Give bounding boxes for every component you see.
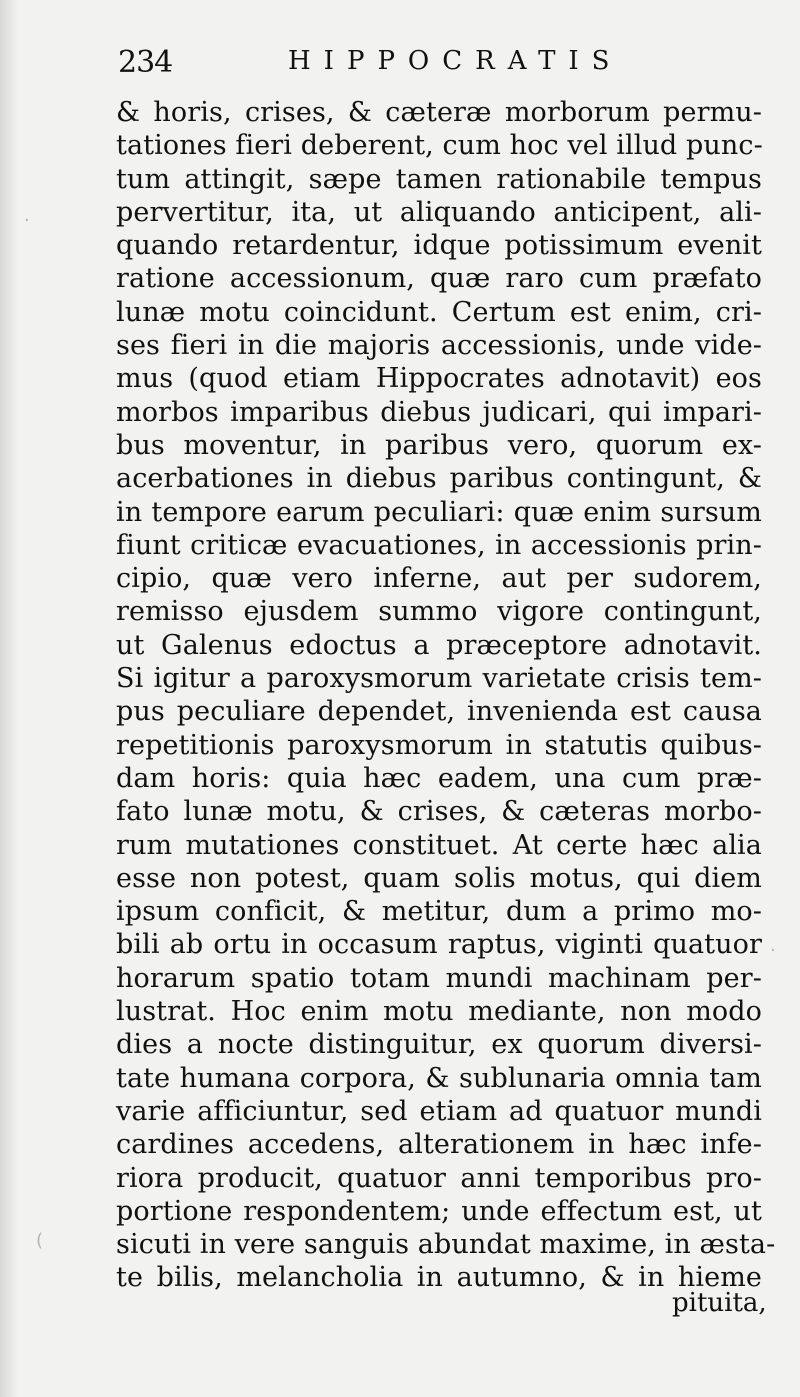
text-line: bili ab ortu in occasum raptus, viginti quatuor	[116, 929, 762, 961]
text-line: tationes fieri deberent, cum hoc vel illud punc-	[116, 130, 763, 162]
text-line: te bilis, melancholia in autumno, & in hieme	[116, 1262, 762, 1294]
text-line: & horis, crises, & cæteræ morborum permu-	[116, 97, 762, 128]
page-number: 234	[118, 45, 173, 80]
text-line: pus peculiare dependet, invenienda est causa	[116, 696, 762, 728]
text-line: ses fieri in die majoris accessionis, unde vide-	[116, 330, 762, 362]
running-title: HIPPOCRATIS	[288, 46, 623, 76]
paper-speck: (	[36, 1230, 44, 1251]
text-line: fiunt criticæ evacuationes, in accessionis prin-	[116, 529, 762, 561]
page-header	[118, 40, 760, 80]
text-line: lunæ motu coincidunt. Certum est enim, cri-	[116, 296, 762, 328]
text-line: mus (quod etiam Hippocrates adnotavit) eos	[116, 363, 762, 395]
text-line: tum attingit, sæpe tamen rationabile tempus	[116, 163, 762, 195]
text-line: cipio, quæ vero inferne, aut per sudorem,	[116, 563, 762, 595]
text-line: lustrat. Hoc enim motu mediante, non modo	[116, 996, 762, 1028]
text-line: bus moventur, in paribus vero, quorum ex-	[116, 429, 762, 461]
catchword: pituita,	[672, 1288, 767, 1318]
text-line: in tempore earum peculiari: quæ enim sursum	[116, 496, 762, 528]
text-line: dam horis: quia hæc eadem, una cum præ-	[116, 762, 762, 794]
text-line: rum mutationes constituet. At certe hæc alia	[116, 829, 762, 861]
paper-speck: ·	[770, 940, 776, 961]
text-line: pervertitur, ita, ut aliquando anticipent, ali-	[116, 196, 762, 228]
text-line: cardines accedens, alterationem in hæc infe-	[116, 1129, 762, 1161]
text-line: sicuti in vere sanguis abundat maxime, in æsta-	[116, 1229, 776, 1261]
text-line: tate humana corpora, & sublunaria omnia tam	[116, 1062, 762, 1094]
text-line: varie afficiuntur, sed etiam ad quatuor mundi	[116, 1095, 762, 1127]
text-line: repetitionis paroxysmorum in statutis quibus-	[116, 729, 762, 761]
text-line: horarum spatio totam mundi machinam per-	[116, 962, 762, 994]
text-line: ut Galenus edoctus a præceptore adnotavit.	[116, 629, 762, 661]
body-text	[116, 96, 776, 1295]
page-gutter-shadow	[0, 0, 18, 1397]
text-line: remisso ejusdem summo vigore contingunt,	[116, 596, 762, 628]
text-line: Si igitur a paroxysmorum varietate crisis tem-	[116, 663, 762, 695]
text-line: acerbationes in diebus paribus contingunt, &	[116, 463, 762, 495]
text-line: morbos imparibus diebus judicari, qui impari-	[116, 396, 762, 428]
paper-speck: ·	[24, 210, 30, 231]
text-line: ipsum conficit, & metitur, dum a primo mo-	[116, 896, 762, 928]
text-line: esse non potest, quam solis motus, qui diem	[116, 862, 762, 894]
text-line: riora producit, quatuor anni temporibus pro-	[116, 1162, 762, 1194]
text-line: portione respondentem; unde effectum est, ut	[116, 1195, 762, 1227]
text-line: dies a nocte distinguitur, ex quorum diversi-	[116, 1029, 762, 1061]
text-line: fato lunæ motu, & crises, & cæteras morbo-	[116, 796, 762, 828]
text-line: quando retardentur, idque potissimum evenit	[116, 230, 762, 262]
text-line: ratione accessionum, quæ raro cum præfato	[116, 263, 762, 295]
